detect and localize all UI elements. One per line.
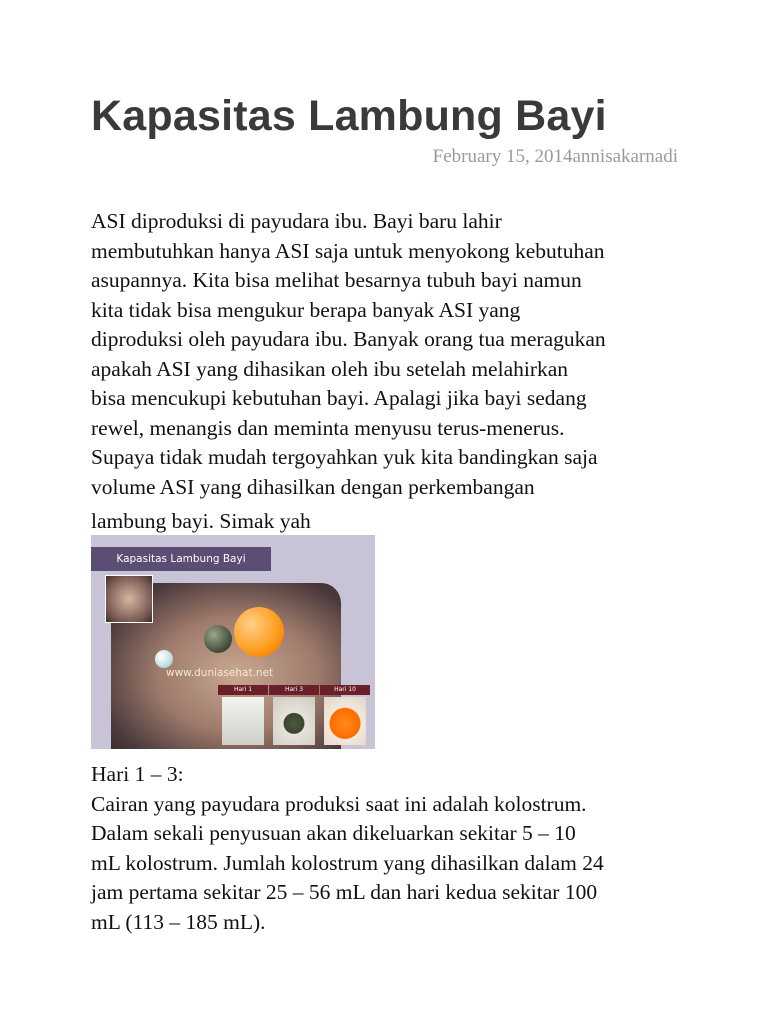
day-3-panel [269, 685, 319, 749]
article-title: Kapasitas Lambung Bayi [91, 92, 607, 140]
text-line: apakah ASI yang dihasikan oleh ibu setelah melahirkan [91, 356, 569, 381]
text-line: asupannya. Kita bisa melihat besarnya tubuh bayi namun [91, 268, 582, 292]
day-label: Hari 1 [218, 685, 268, 695]
text-line: membutuhkan hanya ASI saja untuk menyokong kebutuhan [91, 238, 605, 263]
stomach-capacity-figure [91, 535, 375, 749]
text-line: Supaya tidak mudah tergoyahkan yuk kita bandingkan saja [91, 445, 598, 469]
shooter-marble-icon [204, 625, 232, 653]
marble-ball-icon [155, 650, 173, 668]
text-line: Cairan yang payudara produksi saat ini adalah kolostrum. [91, 791, 587, 816]
text-line: kita tidak bisa mengukur berapa banyak ASI yang [91, 297, 521, 322]
post-date[interactable]: February 15, 2014 [432, 146, 573, 167]
figure-watermark: www.duniasehat.net [166, 667, 274, 679]
text-line: lambung bayi. Simak yah [91, 509, 311, 533]
post-author[interactable]: annisakarnadi [572, 146, 678, 167]
cup-photo [222, 697, 264, 745]
text-line: ASI diproduksi di payudara ibu. Bayi baru lahir [91, 209, 502, 233]
text-line: mL (113 – 185 mL). [91, 909, 266, 934]
text-line: bisa mencukupi kebutuhan bayi. Apalagi jika bayi sedang [91, 386, 587, 410]
text-line: volume ASI yang dihasilkan dengan perkembangan [91, 474, 535, 499]
text-line: mL kolostrum. Jumlah kolostrum yang dihasilkan dalam 24 [91, 850, 604, 875]
text-line: Dalam sekali penyusuan akan dikeluarkan sekitar 5 – 10 [91, 821, 576, 845]
text-line: rewel, menangis dan meminta menyusu terus-menerus. [91, 415, 565, 440]
section-heading: Hari 1 – 3: [91, 762, 184, 786]
day-label: Hari 3 [269, 685, 319, 695]
figure-title: Kapasitas Lambung Bayi [116, 553, 246, 565]
day-1-panel [218, 685, 268, 749]
figure-title-bar [91, 547, 271, 571]
post-meta [433, 146, 678, 168]
text-line: diproduksi oleh payudara ibu. Banyak orang tua meragukan [91, 327, 606, 351]
day-label: Hari 10 [320, 685, 370, 695]
ping-pong-ball-icon [234, 607, 284, 657]
section-paragraph [91, 760, 691, 937]
day-10-panel [320, 685, 370, 749]
cup-photo [324, 697, 366, 745]
inset-photo [105, 575, 153, 623]
cup-photo [273, 697, 315, 745]
intro-paragraph [91, 207, 691, 537]
text-line: jam pertama sekitar 25 – 56 mL dan hari kedua sekitar 100 [91, 880, 598, 904]
